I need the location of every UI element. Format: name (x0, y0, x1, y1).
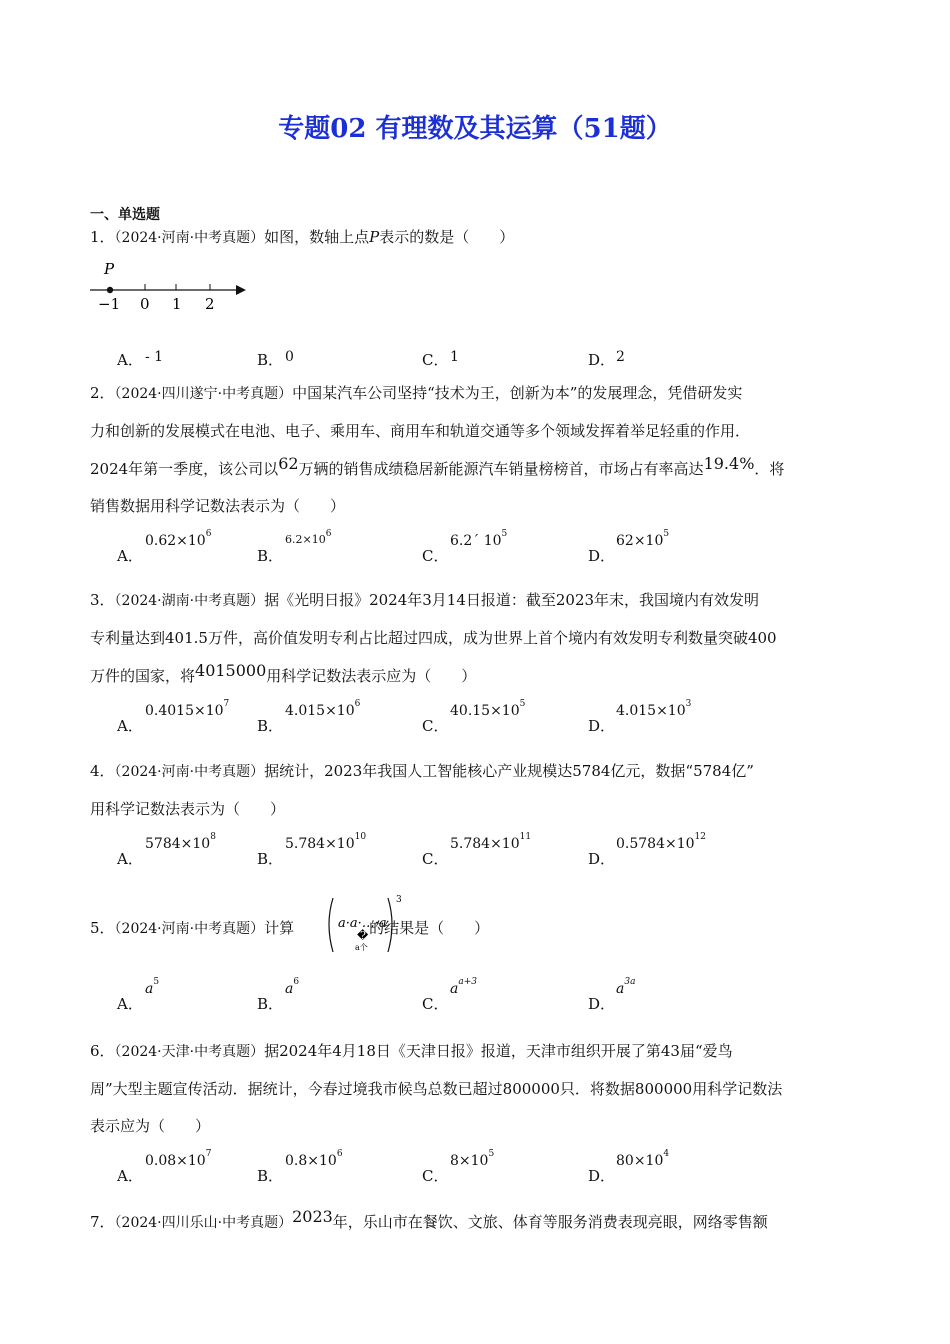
section-heading: 一、单选题 (90, 207, 160, 223)
tick-label: 2 (205, 295, 215, 313)
expression-product: a·a·…·a (338, 916, 387, 931)
right-paren (388, 898, 392, 952)
options-q1: A． - 1 B． 0 C． 1 D． 2 (117, 349, 625, 369)
options-q6: A． $0.08\times 10^7$ B． $0.8\times 10^6$ C． $8\times 10^5$ D． $80\times 10^4$ (117, 1149, 670, 1185)
question-6: 6．（2024·天津·中考真题）据2024年4月18日《天津日报》报道，天津市组织开展了第43届“爱鸟 周”大型主题宣传活动．据统计，今春过境我市候鸟总数已超过800000只．将数据800000用科学记数法 表示应为（ ） (90, 1042, 783, 1135)
options-q5: A． $a^5$ B． $a^6$ C． $a^{a+3}$ D． $a^{3a}$ (117, 977, 636, 1013)
axis-arrow-icon (236, 285, 246, 295)
number-line-figure (88, 258, 258, 318)
underbrace-icon: � (357, 929, 369, 942)
question-4: 4．（2024·河南·中考真题）据统计，2023年我国人工智能核心产业规模达5784亿元，数据“5784亿” 用科学记数法表示为（ ） (90, 762, 754, 818)
tick-label: 1 (172, 295, 182, 313)
tick-label: 0 (140, 295, 150, 313)
expression-exponent: 3 (396, 895, 402, 905)
question-1: 1．（2024·河南·中考真题）如图，数轴上点P表示的数是（ ） (90, 228, 515, 246)
options-q2: A． $0.62\times 10^6$ B． $6.2\times 10^6$ C． 6.2´ $10^5$ D． $62\times 10^5$ (117, 529, 670, 565)
question-5: 5．（2024·河南·中考真题）计算 的结果是（ ） (90, 919, 490, 937)
question-3: 3．（2024·湖南·中考真题）据《光明日报》2024年3月14日报道：截至2023年末，我国境内有效发明 专利量达到401.5万件，高价值发明专利占比超过四成，成为世界上首个境内有效发明专利数量突破400 万件的国家，将4015000用科学记数法表示应为（ ） (90, 591, 777, 685)
options-q4: A． $5784\times 10^8$ B． $5.784\times 10^{10}$ C． $5.784\times 10^{11}$ D． $0.5784\times 10^{12}$ (117, 832, 706, 868)
expression-count: a个 (355, 943, 368, 952)
left-paren (329, 898, 333, 952)
question-2: 2．（2024·四川遂宁·中考真题）中国某汽车公司坚持“技术为王，创新为本”的发展理念，凭借研发实 力和创新的发展模式在电池、电子、乘用车、商用车和轨道交通等多个领域发挥着举足轻重的作用． 2024年第一季度，该公司以62万辆的销售成绩稳居新能源汽车销量榜榜首，市场占有率高达19.4%．将 销售数据用科学记数法表示为（ ） (90, 384, 785, 515)
expression-figure (324, 894, 404, 956)
tick-label: −1 (98, 295, 121, 313)
options-q3: A． $0.4015\times 10^7$ B． $4.015\times 10^6$ C． $40.15\times 10^5$ D． $4.015\times 10^3$ (117, 699, 692, 735)
page-title: 专题02 有理数及其运算（51题） (278, 114, 672, 144)
point-p-dot (107, 287, 113, 293)
point-p-label: P (104, 260, 115, 278)
question-7: 7．（2024·四川乐山·中考真题）2023年，乐山市在餐饮、文旅、体育等服务消费表现亮眼，网络零售额 (90, 1207, 768, 1231)
